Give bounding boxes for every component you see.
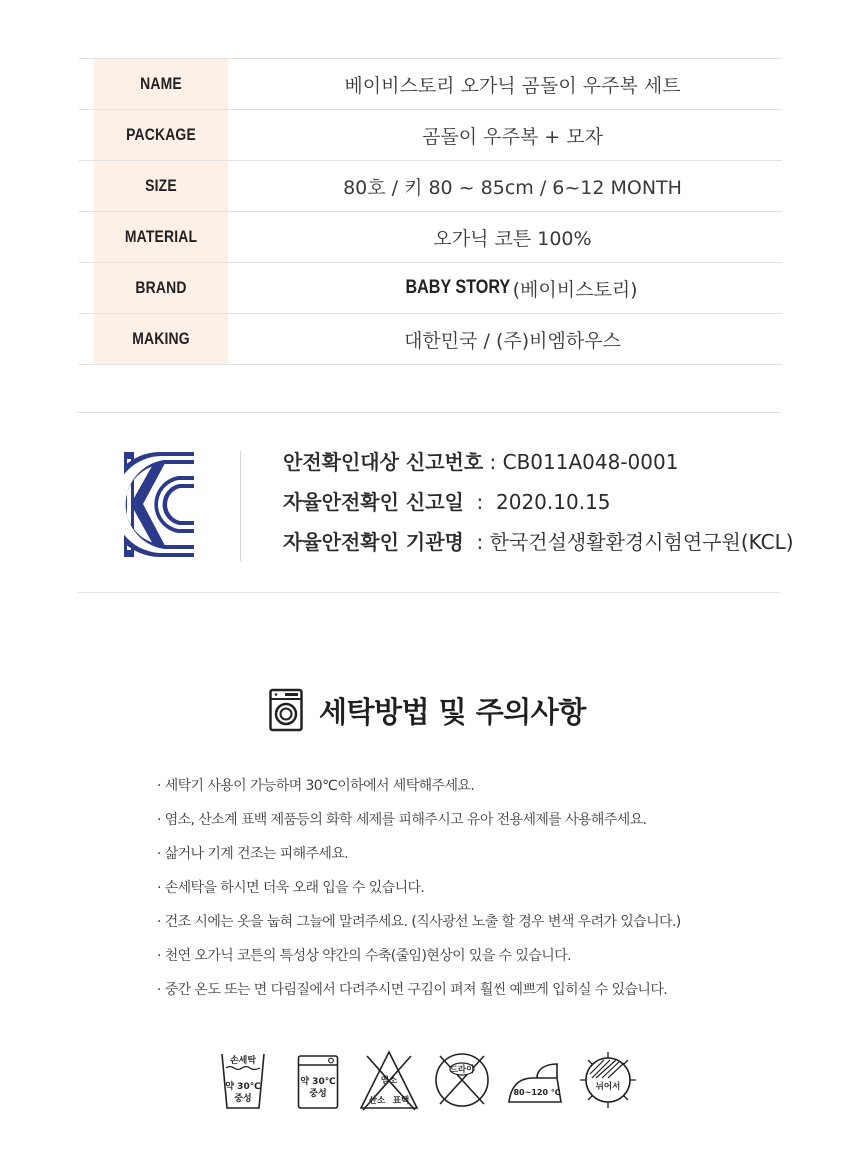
spec-value: 곰돌이 우주복 + 모자 (422, 125, 603, 148)
list-item: · 중간 온도 또는 면 다림질에서 다려주시면 구김이 펴져 훨씬 예쁘게 입히실 수 있습니다. (157, 982, 668, 998)
spec-label: BRAND (94, 263, 228, 313)
list-item: · 세탁기 사용이 가능하며 30℃이하에서 세탁해주세요. (157, 778, 475, 794)
no-bleach-icon (359, 1048, 419, 1112)
spec-label: PACKAGE (94, 110, 228, 160)
spec-row-making (79, 314, 782, 365)
list-item: · 천연 오가닉 코튼의 특성상 약간의 수축(줄임)현상이 있을 수 있습니다. (157, 948, 571, 964)
kc-value: : CB011A048-0001 (483, 450, 679, 474)
no-tumble-dry-icon (432, 1048, 492, 1112)
divider-line (77, 412, 780, 413)
washing-heading (269, 688, 586, 732)
spec-label: NAME (94, 59, 228, 109)
spec-row-package (79, 110, 782, 161)
spec-row-name (79, 59, 782, 110)
spec-value: 오가닉 코튼 100% (433, 227, 592, 250)
kc-value: : 2020.10.15 (463, 490, 611, 514)
list-item: · 손세탁을 하시면 더욱 오래 입을 수 있습니다. (157, 880, 425, 896)
spec-value (243, 263, 782, 313)
kc-certification-logo (124, 452, 194, 557)
list-item: · 삶거나 기계 건조는 피해주세요. (157, 846, 349, 862)
hand-wash-icon (220, 1048, 266, 1112)
kc-institution (283, 526, 794, 555)
machine-wash-icon (297, 1048, 339, 1112)
kc-divider (240, 451, 241, 561)
list-item: · 건조 시에는 옷을 눕혀 그늘에 말려주세요. (직사광선 노출 할 경우 변색 우려가 있습니다.) (157, 914, 681, 930)
spec-row-material (79, 212, 782, 263)
no-bleach-top: 염소 (380, 1076, 398, 1086)
spec-label: MATERIAL (94, 212, 228, 262)
kc-key: 자율안전확인 신고일 (283, 490, 464, 514)
spec-row-size (79, 161, 782, 212)
machine-wash-temp: 약 30℃ (300, 1077, 336, 1087)
hand-wash-top: 손세탁 (229, 1056, 257, 1066)
kc-value: : 한국건설생활환경시험연구원(KCL) (463, 530, 794, 554)
washing-title: 세탁방법 및 주의사항 (319, 694, 586, 729)
spec-value: 80호 / 키 80 ~ 85cm / 6~12 MONTH (343, 176, 682, 199)
no-bleach-left: 산소 (368, 1096, 386, 1106)
washing-notes-list (157, 775, 797, 1013)
no-bleach-right: 표백 (392, 1096, 410, 1106)
kc-report-date (283, 486, 611, 515)
hand-wash-detergent: 중성 (234, 1094, 252, 1104)
divider-line (77, 592, 780, 593)
kc-report-number (283, 446, 678, 475)
washing-machine-icon (269, 688, 303, 732)
brand-korean: (베이비스토리) (506, 278, 638, 301)
hand-wash-temp: 약 30℃ (225, 1082, 261, 1092)
spec-label: SIZE (94, 161, 228, 211)
kc-key: 안전확인대상 신고번호 (283, 450, 484, 474)
no-tumble-label: 드라이 (449, 1065, 475, 1075)
iron-temp: 80~120 ℃ (513, 1088, 561, 1097)
brand-english: BABY STORY (405, 277, 511, 298)
list-item: · 염소, 산소계 표백 제품등의 화학 세제를 피해주시고 유아 전용세제를 사용해주세요. (157, 812, 647, 828)
spec-row-brand (79, 263, 782, 314)
spec-value: 베이비스토리 오가닉 곰돌이 우주복 세트 (344, 74, 681, 97)
product-spec-table (79, 58, 782, 365)
kc-key: 자율안전확인 기관명 (283, 530, 464, 554)
machine-wash-detergent: 중성 (309, 1089, 327, 1099)
spec-label: MAKING (94, 314, 228, 364)
dry-shade-label: 뉘어서 (595, 1082, 621, 1092)
dry-in-shade-icon (578, 1048, 638, 1112)
iron-icon (507, 1048, 563, 1112)
spec-value: 대한민국 / (주)비엠하우스 (404, 329, 621, 352)
